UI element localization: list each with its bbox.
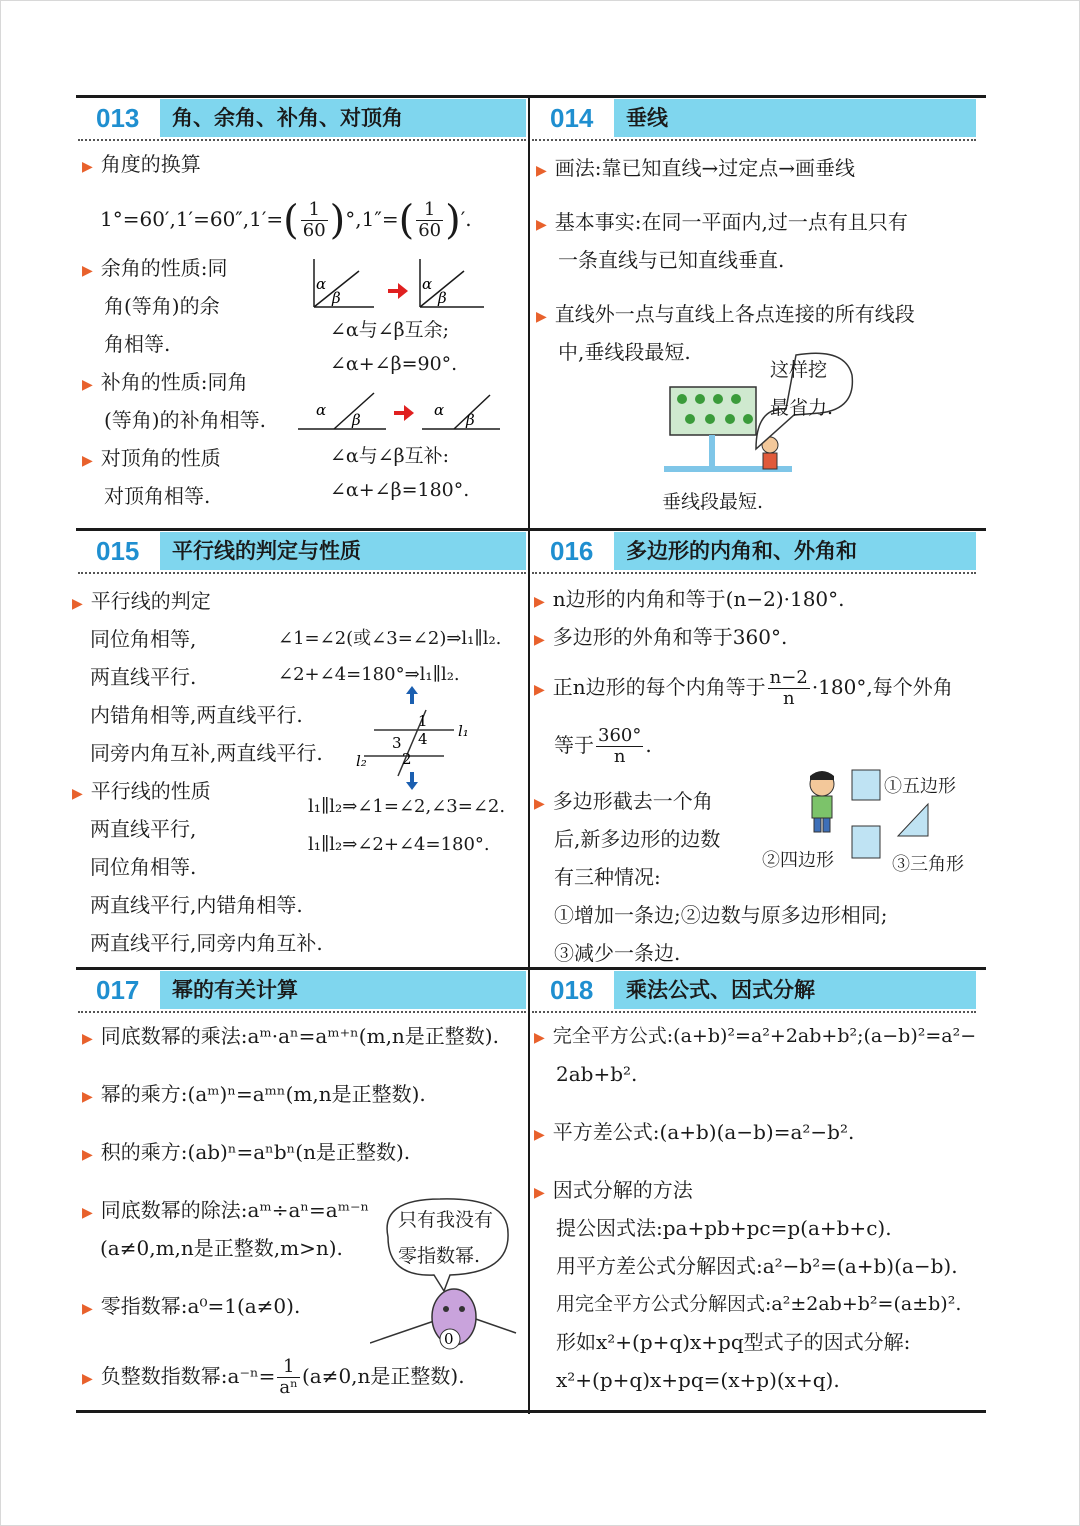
bullet-arrow-icon: ▶ [534,632,545,648]
bullet-text: 多边形的外角和等于360°. [552,625,788,649]
svg-text:4: 4 [418,730,428,748]
bullet-text: n边形的内角和等于(n−2)·180°. [552,587,845,611]
section-014 [532,99,976,527]
bullet-text: 平方差公式:(a+b)(a−b)=a²−b². [552,1120,855,1144]
svg-text:α: α [316,275,327,293]
bullet-arrow-icon: ▶ [534,1127,545,1143]
bullet-text: 角度的换算 [100,152,201,176]
text-line: 同位角相等, [90,627,197,651]
bullet-cut-corner [534,788,713,817]
bullet-arrow-icon: ▶ [534,594,545,610]
bullet-arrow-icon: ▶ [72,786,83,802]
bullet-text: 基本事实:在同一平面内,过一点有且只有 [554,210,908,234]
bullet-interior-sum [534,586,845,615]
bullet-arrow-icon: ▶ [82,1031,93,1047]
section-016 [532,532,976,965]
supplementary-angle-figure [294,389,504,439]
bullet-text: 幂的乘方:(aᵐ)ⁿ=aᵐⁿ(m,n是正整数). [100,1082,426,1106]
section-title: 多边形的内角和、外角和 [614,532,976,570]
svg-text:2: 2 [402,750,412,768]
svg-text:β: β [352,411,361,429]
bullet-text: 画法:靠已知直线→过定点→画垂线 [554,156,856,180]
bullet-quotient-rule [82,1197,369,1226]
svg-text:α: α [316,401,327,419]
method-perfect-square: 用完全平方公式分解因式:a²±2ab+b²=(a±b)². [556,1293,962,1315]
svg-text:α: α [434,401,445,419]
red-arrow-icon [388,283,408,299]
shape-label-pentagon: ①五边形 [884,776,956,797]
text: . [645,733,652,757]
bullet-arrow-icon: ▶ [534,796,545,812]
red-arrow-icon [394,405,414,421]
svg-text:l₂: l₂ [356,752,367,770]
section-number: 018 [532,971,614,1009]
up-arrow-icon [406,686,418,704]
conversion-formula: 1°=60′,1′=60″,1′=( $\frac{1}{60}$ )°,1″=( $\frac{1}{60}$ )′. [100,197,472,244]
dotted-divider [78,139,526,141]
complementary-angle-figure [304,249,494,319]
bullet-arrow-icon: ▶ [82,263,93,279]
text-line: 同位角相等. [90,855,197,879]
bullet-angle-conversion [82,151,201,180]
text-line: 两直线平行,同旁内角互补. [90,931,323,955]
text-line: 后,新多边形的边数 [554,827,721,851]
column-divider [528,98,530,1414]
section-title: 幂的有关计算 [160,971,526,1009]
bullet-arrow-icon: ▶ [82,1089,93,1105]
section-number: 017 [78,971,160,1009]
bullet-arrow-icon: ▶ [82,1147,93,1163]
bullet-drawing-method [536,155,855,184]
bullet-text: 积的乘方:(ab)ⁿ=aⁿbⁿ(n是正整数). [100,1140,411,1164]
dotted-divider [532,1011,976,1013]
bullet-text: 对顶角的性质 [100,446,221,470]
fraction: $\frac{n-2}{n}$ [769,667,808,709]
bullet-text: 同底数幂的乘法:aᵐ·aⁿ=aᵐ⁺ⁿ(m,n是正整数). [100,1024,499,1048]
section-title: 垂线 [614,99,976,137]
bullet-arrow-icon: ▶ [534,1185,545,1201]
text-line: ①增加一条边;②边数与原多边形相同; [554,903,888,927]
text-line: (a≠0,m,n是正整数,m>n). [100,1236,343,1260]
bubble-line-1: 这样挖 [770,359,828,381]
text-line: 有三种情况: [554,865,661,889]
bullet-text: 完全平方公式:(a+b)²=a²+2ab+b²;(a−b)²=a²− [552,1025,977,1047]
svg-text:1: 1 [418,712,428,730]
bubble-line-1: 只有我没有 [398,1209,494,1231]
section-header [78,971,526,1011]
criteria-formula-2: ∠2+∠4=180°⇒l₁∥l₂. [278,664,460,685]
svg-text:α: α [422,275,433,293]
property-formula-1: l₁∥l₂⇒∠1=∠2,∠3=∠2. [308,796,506,817]
text-line: 两直线平行. [90,665,197,689]
text-line: 两直线平行,内错角相等. [90,893,303,917]
svg-text:β: β [332,289,341,307]
section-017 [78,971,526,1408]
bullet-difference-of-squares [534,1119,854,1148]
section-018 [532,971,976,1408]
text-line: 两直线平行, [90,817,197,841]
text-line: ③减少一条边. [554,941,681,965]
bullet-parallel-properties [72,778,211,807]
svg-text:β: β [466,411,475,429]
bullet-arrow-icon: ▶ [82,377,93,393]
method-cross-result: x²+(p+q)x+pq=(x+p)(x+q). [556,1368,840,1392]
bullet-arrow-icon: ▶ [536,309,547,325]
section-title: 平行线的判定与性质 [160,532,526,570]
bullet-complement-property [82,255,228,284]
shape-label-triangle: ③三角形 [892,854,964,875]
bullet-zero-exponent [82,1293,300,1322]
text-line-exterior [554,722,652,768]
top-rule [76,95,986,98]
bullet-text: ·180°,每个外角 [811,675,953,699]
svg-text:l₁: l₁ [458,722,469,740]
bullet-arrow-icon: ▶ [72,596,83,612]
bullet-text: 多边形截去一个角 [552,789,713,813]
fraction: $\frac{1}{\text{aⁿ}}$ [279,1356,298,1398]
figure-caption: 垂线段最短. [662,491,764,513]
method-difference-squares: 用平方差公式分解因式:a²−b²=(a+b)(a−b). [556,1254,958,1278]
formula-part: ′. [460,207,472,231]
bullet-arrow-icon: ▶ [82,1205,93,1221]
text-line: 中,垂线段最短. [558,340,691,364]
bullet-negative-exponent [82,1353,465,1402]
triangle-shape [894,800,932,840]
section-header [532,99,976,139]
text: 等于 [554,733,594,757]
bullet-text: 余角的性质:同 [100,256,228,280]
bullet-basic-fact [536,209,908,238]
section-header [532,532,976,572]
bullet-text: 平行线的判定 [90,589,211,613]
fraction: $\frac{360^\circ}{n}$ [598,725,642,767]
section-number: 016 [532,532,614,570]
section-title: 角、余角、补角、对顶角 [160,99,526,137]
fraction: $\frac{1}{60}$ [418,199,442,241]
bullet-parallel-criteria [72,588,211,617]
bullet-arrow-icon: ▶ [536,217,547,233]
text-line: 一条直线与已知直线垂直. [558,248,785,272]
parallel-lines-figure [354,684,484,794]
bullet-exterior-sum [534,624,787,653]
bottom-rule [76,1410,986,1413]
method-common-factor: 提公因式法:pa+pb+pc=p(a+b+c). [556,1216,892,1240]
down-arrow-icon [406,772,418,790]
text-line: 2ab+b². [556,1062,638,1086]
supplement-caption-1: ∠α与∠β互补: [330,445,450,467]
shape-label-quadrilateral: ②四边形 [762,850,834,871]
dotted-divider [78,1011,526,1013]
text-line: 内错角相等,两直线平行. [90,703,303,727]
text-line: 角相等. [104,332,171,356]
bubble-line-2: 零指数幂. [398,1245,481,1267]
bullet-text: 因式分解的方法 [552,1178,693,1202]
dotted-divider [78,572,526,574]
svg-text:3: 3 [392,734,402,752]
complement-caption-2: ∠α+∠β=90°. [330,353,458,375]
bullet-text: 平行线的性质 [90,779,211,803]
section-header [78,532,526,572]
bubble-line-2: 最省力. [770,397,834,419]
bullet-arrow-icon: ▶ [536,163,547,179]
bullet-arrow-icon: ▶ [82,453,93,469]
dotted-divider [532,572,976,574]
bullet-factoring-methods [534,1177,693,1206]
property-formula-2: l₁∥l₂⇒∠2+∠4=180°. [308,834,490,855]
criteria-formula-1: ∠1=∠2(或∠3=∠2)⇒l₁∥l₂. [278,628,502,649]
bullet-arrow-icon: ▶ [534,1030,545,1046]
bullet-text: 同底数幂的除法:aᵐ÷aⁿ=aᵐ⁻ⁿ [100,1198,370,1222]
text-line: (等角)的补角相等. [104,408,266,432]
bullet-text: 零指数幂:a⁰=1(a≠0). [100,1294,301,1318]
section-015 [72,532,526,965]
bullet-text: 补角的性质:同角 [100,370,248,394]
bullet-arrow-icon: ▶ [82,159,93,175]
section-number: 014 [532,99,614,137]
complement-caption-1: ∠α与∠β互余; [330,319,450,341]
bullet-product-power [82,1139,410,1168]
method-cross-form: 形如x²+(p+q)x+pq型式子的因式分解: [556,1330,911,1354]
bullet-text: 直线外一点与直线上各点连接的所有线段 [554,302,915,326]
bullet-power-rule [82,1081,426,1110]
bullet-text: 正n边形的每个内角等于 [552,675,766,699]
bullet-perfect-square [534,1023,976,1051]
row-rule-2 [76,967,986,970]
bullet-text: (a≠0,n是正整数). [301,1364,465,1388]
row-rule-1 [76,528,986,531]
svg-text:β: β [438,289,447,307]
section-number: 015 [78,532,160,570]
formula-part: 1°=60′,1′=60″,1′= [100,207,284,231]
bullet-product-rule [82,1023,499,1052]
fraction: $\frac{1}{60}$ [302,199,326,241]
section-013 [78,99,526,527]
formula-part: °,1″= [345,207,399,231]
svg-text:0: 0 [444,1330,454,1348]
dotted-divider [532,139,976,141]
bullet-shortest-segment [536,301,915,330]
supplement-caption-2: ∠α+∠β=180°. [330,479,470,501]
bullet-regular-polygon [534,664,953,713]
bullet-supplement-property [82,369,248,398]
section-title: 乘法公式、因式分解 [614,971,976,1009]
text-line: 对顶角相等. [104,484,211,508]
section-number: 013 [78,99,160,137]
bullet-arrow-icon: ▶ [82,1301,93,1317]
section-header [78,99,526,139]
bullet-vertical-angles [82,445,221,474]
bullet-text: 负整数指数幂:a⁻ⁿ= [100,1364,276,1388]
text-line: 角(等角)的余 [104,294,220,318]
bullet-arrow-icon: ▶ [82,1371,93,1387]
section-header [532,971,976,1011]
text-line: 同旁内角互补,两直线平行. [90,741,323,765]
bullet-arrow-icon: ▶ [534,682,545,698]
